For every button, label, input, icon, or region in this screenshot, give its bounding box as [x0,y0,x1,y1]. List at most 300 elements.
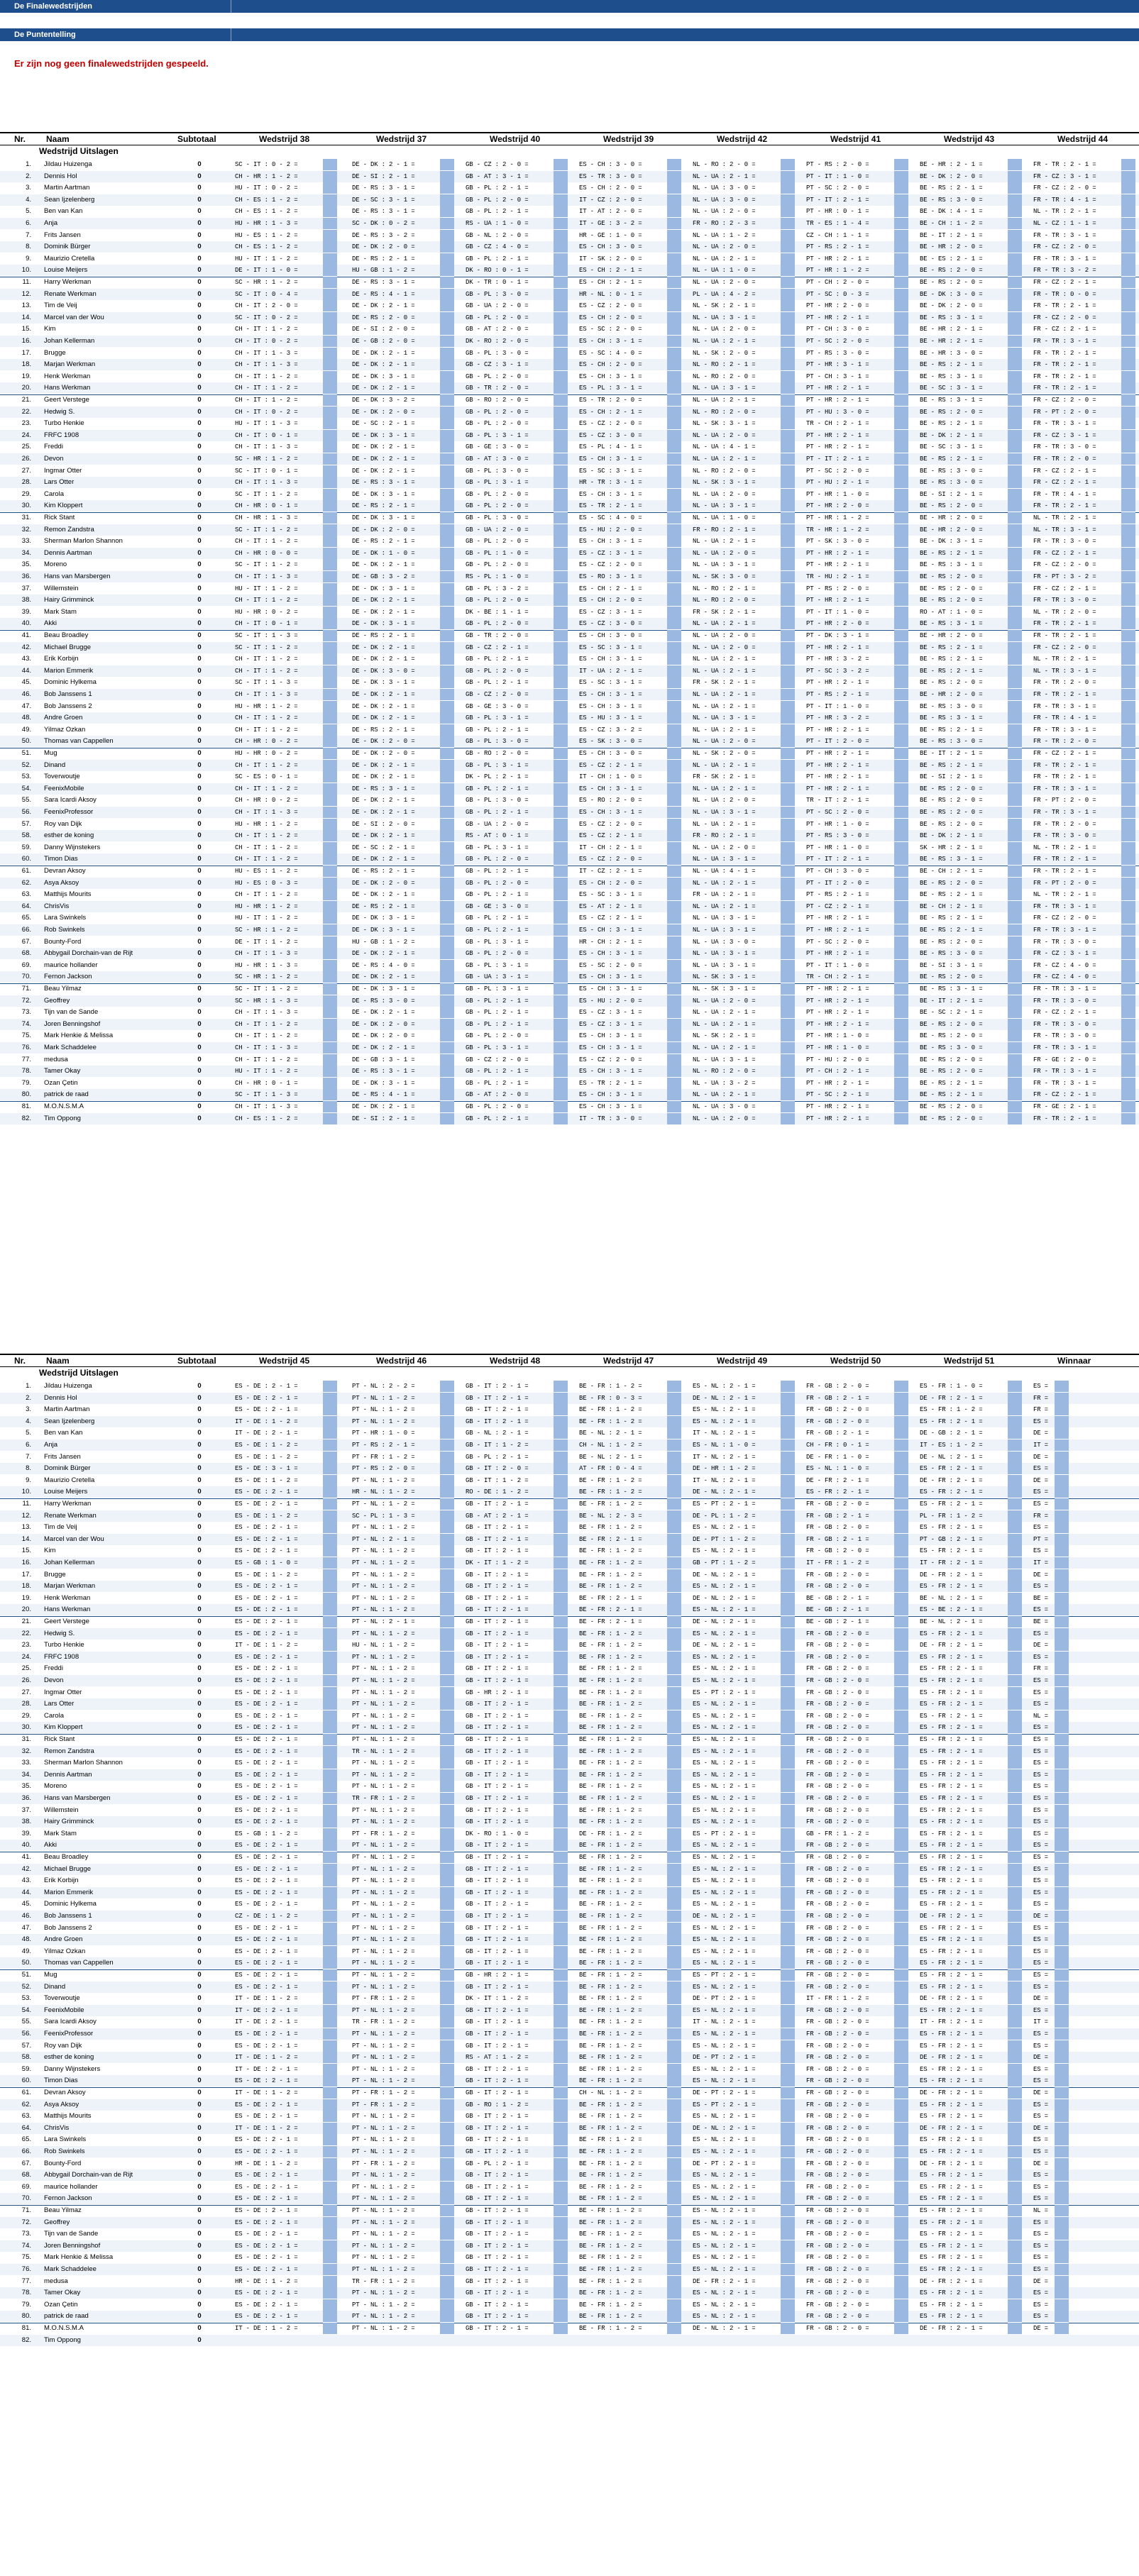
points-cell [323,559,337,570]
match-prediction-cell: ES - DE : 1 - 2 = [235,1442,298,1449]
points-cell [554,536,568,547]
match-prediction-cell: GB - AT : 3 - 0 = [466,455,529,463]
match-prediction-cell: ES - NL : 2 - 1 = [693,1547,756,1555]
row-number: 29. [21,490,31,498]
points-cell [894,771,908,783]
points-cell [554,2087,568,2099]
points-cell [667,1981,681,1993]
match-prediction-cell: ES - CZ : 3 - 1 = [579,608,642,616]
points-cell [1008,653,1022,665]
match-prediction-cell: DK - BE : 1 - 1 = [466,608,529,616]
match-prediction-cell: DE - FR : 2 - 1 = [920,2325,983,2332]
table-row [0,1007,1139,1018]
points-cell [781,2134,795,2145]
match-prediction-cell: ES - DE : 2 - 1 = [235,1889,298,1896]
match-prediction-cell: BE - FR : 1 - 2 = [579,1854,642,1861]
match-prediction-cell: ES - FR : 2 - 1 = [920,2254,983,2262]
row-number: 65. [21,914,31,922]
points-cell [1055,1522,1069,1533]
match-prediction-cell: FR - CZ : 2 - 0 = [1033,184,1096,192]
row-number: 38. [21,596,31,604]
table-row [0,1781,1139,1792]
match-prediction-cell: DE - RS : 4 - 0 = [352,961,415,969]
points-cell [323,489,337,500]
points-cell [1055,2005,1069,2016]
participant-name: Maurizio Cretella [44,254,95,262]
match-prediction-cell: FR - GB : 2 - 0 = [806,1642,869,1649]
match-prediction-cell: DE - RS : 2 - 1 = [352,538,415,546]
points-cell [1121,665,1135,677]
points-cell [781,1934,795,1945]
row-number: 63. [21,890,31,899]
points-cell [323,960,337,971]
match-prediction-cell: FR - GB : 2 - 0 = [806,2148,869,2155]
row-number: 35. [21,560,31,569]
match-prediction-cell: ES - FR : 2 - 1 = [920,2183,983,2191]
match-prediction-cell: ES - DE : 2 - 1 = [235,1701,298,1708]
row-number: 27. [21,1688,31,1696]
match-prediction-cell: GB - PL : 2 - 0 = [466,314,529,321]
points-cell [1121,324,1135,335]
table-row [0,206,1139,217]
match-prediction-cell: GB - AT : 2 - 1 = [466,1512,529,1520]
points-cell [894,277,908,288]
subtotal-value: 0 [197,1652,202,1661]
match-prediction-cell: BE - FR : 1 - 2 = [579,1806,642,1814]
match-prediction-cell: PT - FR : 1 - 2 = [352,2160,415,2167]
match-prediction-cell: BE - RS : 2 - 0 = [920,797,983,805]
match-prediction-cell: CH - IT : 0 - 2 = [235,408,298,416]
subtotal-value: 0 [197,278,202,286]
points-cell [1055,2276,1069,2287]
match-prediction-cell: PT - SC : 0 - 3 = [806,290,869,298]
match-prediction-cell: TR - FR : 1 - 2 = [352,2018,415,2026]
subtotal-value: 0 [197,348,202,357]
match-prediction-cell: PT - NL : 1 - 2 = [352,2136,415,2144]
subtotal-value: 0 [197,396,202,404]
match-prediction-cell: GB - IT : 2 - 1 = [466,2172,529,2179]
table-row [0,465,1139,477]
points-cell [667,924,681,936]
points-cell [894,1463,908,1474]
subtotal-value: 0 [197,1488,202,1496]
points-cell [1008,1078,1022,1089]
points-cell [323,1981,337,1993]
match-prediction-cell: NL - UA : 4 - 1 = [693,443,756,451]
match-prediction-cell: BE - FR : 1 - 2 = [579,1736,642,1743]
row-number: 74. [21,1019,31,1028]
match-prediction-cell: PT - NL : 1 - 2 = [352,2113,415,2121]
match-prediction-cell: NL - SK : 2 - 0 = [693,349,756,357]
match-prediction-cell: NL - RO : 2 - 0 = [693,467,756,475]
row-number: 17. [21,348,31,357]
match-prediction-cell: NL - RO : 2 - 1 = [693,585,756,592]
subtotal-value: 0 [197,607,202,616]
match-prediction-cell: ES - CH : 3 - 1 = [579,338,642,345]
match-prediction-cell: BE - IT : 2 - 1 = [920,231,983,239]
match-prediction-cell: GB - IT : 2 - 1 = [466,1795,529,1802]
points-cell [1008,359,1022,370]
points-cell [667,1078,681,1089]
table-row [0,182,1139,194]
points-cell [1008,441,1022,453]
match-prediction-cell: GB - IT : 2 - 1 = [466,2018,529,2026]
match-prediction-cell: HR - NL : 1 - 2 = [352,1488,415,1496]
subtotal-value: 0 [197,548,202,557]
match-prediction-cell: IT - NL : 2 - 1 = [693,1453,756,1461]
points-cell [1008,1934,1022,1945]
table-row [0,1675,1139,1686]
match-prediction-cell: DE - DK : 2 - 1 = [352,1044,415,1051]
points-cell [1008,1416,1022,1427]
points-cell [323,1101,337,1112]
points-cell [1055,2228,1069,2240]
points-cell [440,1042,454,1054]
match-prediction-cell: ES - FR : 2 - 1 = [920,2172,983,2179]
points-cell [781,2005,795,2016]
points-cell [1055,1781,1069,1792]
match-prediction-cell: FR - GB : 2 - 0 = [806,1795,869,1802]
row-number: 53. [21,1994,31,2003]
match-prediction-cell: PT - HR : 2 - 1 = [806,1079,869,1087]
match-prediction-cell: RS - PL : 1 - 0 = [466,573,529,580]
points-cell [667,324,681,335]
points-cell [781,866,795,877]
row-number: 34. [21,1770,31,1779]
match-prediction-cell: DE - DK : 2 - 1 = [352,561,415,569]
points-cell [667,2052,681,2063]
match-prediction-cell: FR - TR : 0 - 0 = [1033,290,1096,298]
subtotal-value: 0 [197,313,202,321]
match-prediction-cell: ES - CH : 2 - 1 = [579,408,642,416]
row-number: 82. [21,2335,31,2344]
match-prediction-cell: CH - IT : 1 - 2 = [235,538,298,546]
match-prediction-cell: DK - RO : 1 - 0 = [466,1830,529,1837]
match-prediction-cell: FR - GB : 2 - 0 = [806,2077,869,2085]
subtotal-value: 0 [197,714,202,722]
match-prediction-cell: TR - NL : 1 - 2 = [352,1747,415,1755]
match-prediction-cell: ES - FR : 2 - 1 = [920,1972,983,1979]
match-prediction-cell: FR - GB : 2 - 0 = [806,1547,869,1555]
points-cell [440,2016,454,2028]
points-cell [894,1981,908,1993]
points-cell [554,712,568,724]
match-prediction-cell: ES = [1033,1688,1048,1696]
match-prediction-cell: GB - IT : 2 - 1 = [466,1583,529,1591]
points-cell [1055,1475,1069,1486]
match-prediction-cell: ES - CZ : 2 - 0 = [579,561,642,569]
table-row [0,866,1139,877]
match-prediction-cell: ES - SC : 2 - 0 = [579,326,642,333]
match-prediction-cell: BE - RS : 3 - 1 = [920,985,983,993]
match-prediction-cell: GB - IT : 2 - 1 = [466,1936,529,1944]
row-number: 58. [21,831,31,840]
match-prediction-cell: ES - FR : 2 - 1 = [920,1677,983,1684]
match-prediction-cell: PT - HR : 2 - 0 = [806,502,869,510]
subtotal-value: 0 [197,1711,202,1720]
points-cell [440,206,454,217]
match-prediction-cell: ES - NL : 2 - 1 = [693,1630,756,1637]
header-match: Wedstrijd 48 [490,1356,541,1366]
match-prediction-cell: BE - IT : 2 - 1 = [920,750,983,757]
match-prediction-cell: FR - TR : 3 - 1 = [1033,785,1096,792]
match-prediction-cell: BE - CH : 2 - 1 = [920,868,983,875]
match-prediction-cell: GB - PL : 3 - 1 = [466,714,529,722]
subtotal-value: 0 [197,1900,202,1908]
points-cell [1008,1404,1022,1415]
match-prediction-cell: ES = [1033,1972,1048,1979]
points-cell [781,2264,795,2275]
match-prediction-cell: ES - FR : 2 - 1 = [920,1889,983,1896]
points-cell [781,194,795,206]
points-cell [781,1545,795,1557]
points-cell [440,312,454,324]
match-prediction-cell: BE - FR : 1 - 2 = [579,1488,642,1496]
points-cell [781,2299,795,2311]
match-prediction-cell: ES - DE : 2 - 1 = [235,1677,298,1684]
points-cell [554,2299,568,2311]
points-cell [440,1557,454,1569]
match-prediction-cell: ES - NL : 2 - 1 = [693,1677,756,1684]
match-prediction-cell: ES - CH : 3 - 1 = [579,538,642,546]
match-prediction-cell: ES - CZ : 2 - 0 = [579,420,642,428]
points-cell [1008,1498,1022,1510]
points-cell [667,1616,681,1627]
match-prediction-cell: ES - NL : 2 - 1 = [693,1818,756,1826]
points-cell [1055,2134,1069,2145]
points-cell [781,1816,795,1828]
participant-name: Dominik Bürger [44,1464,91,1473]
participant-name: ChrisVis [44,902,70,910]
points-cell [554,348,568,359]
match-prediction-cell: BE - FR : 1 - 2 = [579,1771,642,1779]
match-prediction-cell: GB - IT : 2 - 1 = [466,1653,529,1661]
points-cell [440,1981,454,1993]
participant-name: Timon Dias [44,855,78,863]
table-row [0,936,1139,948]
points-cell [1055,1416,1069,1427]
match-prediction-cell: CH - HR : 1 - 3 = [235,514,298,521]
match-prediction-cell: FR - GB : 2 - 0 = [806,2065,869,2073]
match-prediction-cell: ES - DE : 2 - 1 = [235,1394,298,1402]
match-prediction-cell: ES = [1033,1736,1048,1743]
match-prediction-cell: FR - GB : 2 - 0 = [806,1818,869,1826]
match-prediction-cell: GB - IT : 2 - 1 = [466,1677,529,1684]
points-cell [894,1852,908,1863]
header-nr: Nr. [14,134,26,144]
match-prediction-cell: GB - PL : 2 - 1 = [466,255,529,262]
match-prediction-cell: HU - ES : 0 - 3 = [235,879,298,887]
points-cell [1008,1875,1022,1886]
match-prediction-cell: ES - DE : 2 - 1 = [235,2207,298,2214]
match-prediction-cell: DE - PT : 2 - 1 = [693,1995,756,2003]
points-cell [1008,300,1022,311]
points-cell [554,2169,568,2181]
points-cell [323,289,337,300]
match-prediction-cell: BE - FR : 1 - 2 = [579,1759,642,1767]
match-prediction-cell: GB - IT : 1 - 2 = [466,1442,529,1449]
match-prediction-cell: BE - RS : 2 - 1 = [920,761,983,769]
points-cell [440,736,454,747]
participant-name: ChrisVis [44,2123,70,2132]
points-cell [554,159,568,170]
match-prediction-cell: DE - DK : 2 - 1 = [352,385,415,392]
match-prediction-cell: BE - RS : 2 - 1 = [920,667,983,675]
match-prediction-cell: FR - TR : 2 - 1 = [1033,868,1096,875]
table-row [0,1793,1139,1804]
points-cell [440,359,454,370]
points-cell [1008,677,1022,688]
match-prediction-cell: ES = [1033,1547,1048,1555]
points-cell [440,1545,454,1557]
row-number: 14. [21,1535,31,1543]
points-cell [1055,1381,1069,1392]
match-prediction-cell: SC - HR : 1 - 2 = [235,927,298,934]
table-row [0,1911,1139,1922]
points-cell [667,2287,681,2299]
match-prediction-cell: ES - NL : 2 - 1 = [693,2148,756,2155]
points-cell [1008,407,1022,418]
match-prediction-cell: DE - DK : 2 - 1 = [352,891,415,899]
points-cell [781,842,795,853]
match-prediction-cell: DE - FR : 2 - 1 = [920,1642,983,1649]
match-prediction-cell: DE - NL : 2 - 1 = [693,1488,756,1496]
match-prediction-cell: ES = [1033,2242,1048,2250]
points-cell [440,1957,454,1969]
points-cell [1008,230,1022,241]
match-prediction-cell: BE - RS : 2 - 0 = [920,573,983,580]
match-prediction-cell: GB - AT : 3 - 1 = [466,172,529,180]
subtotal-value: 0 [197,243,202,251]
points-cell [1008,1710,1022,1722]
points-cell [323,2099,337,2111]
points-cell [667,2158,681,2169]
row-number: 11. [22,278,31,286]
points-cell [1055,1722,1069,1733]
subtotal-value: 0 [197,1782,202,1791]
points-cell [440,1113,454,1124]
points-cell [323,430,337,441]
match-prediction-cell: BE - RS : 2 - 0 = [920,597,983,604]
points-cell [894,807,908,818]
match-prediction-cell: BE - SI : 2 - 1 = [920,490,983,498]
points-cell [1121,960,1135,971]
points-cell [323,866,337,877]
match-prediction-cell: DE - IT : 1 - 2 = [235,938,298,946]
match-prediction-cell: DE - NL : 2 - 1 = [693,2124,756,2132]
match-prediction-cell: BE - RS : 2 - 1 = [920,914,983,922]
row-number: 77. [21,2277,31,2285]
points-cell [781,889,795,900]
match-prediction-cell: BE - NL : 2 - 1 = [920,1594,983,1602]
match-prediction-cell: RO - DE : 1 - 2 = [466,1488,529,1496]
match-prediction-cell: ES - PT : 2 - 1 = [693,2101,756,2108]
points-cell [323,583,337,595]
points-cell [554,2040,568,2052]
match-prediction-cell: ES - NL : 2 - 1 = [693,1901,756,1908]
match-prediction-cell: PT - SC : 2 - 0 = [806,184,869,192]
points-cell [894,1934,908,1945]
points-cell [894,2252,908,2263]
points-cell [667,1864,681,1875]
points-cell [440,1946,454,1957]
points-cell [440,1734,454,1745]
match-prediction-cell: GB - CZ : 2 - 1 = [466,643,529,651]
points-cell [1121,336,1135,347]
match-prediction-cell: DE - SC : 3 - 1 = [352,196,415,204]
subtotal-value: 0 [197,1947,202,1955]
match-prediction-cell: NL - TR : 2 - 0 = [1033,608,1096,616]
match-prediction-cell: FR - SK : 2 - 1 = [693,773,756,781]
match-prediction-cell: GB - PL : 2 - 0 = [466,538,529,546]
points-cell [554,583,568,595]
participant-name: Joren Benningshof [44,1019,101,1028]
points-cell [894,712,908,724]
row-number: 48. [21,714,31,722]
points-cell [1008,595,1022,606]
match-prediction-cell: BE - GB : 2 - 1 = [806,1618,869,1625]
points-cell [323,1439,337,1451]
match-prediction-cell: FR = [1033,1512,1048,1520]
match-prediction-cell: NL - UA : 2 - 1 = [693,455,756,463]
match-prediction-cell: GB - IT : 2 - 1 = [466,1406,529,1414]
match-prediction-cell: GB - IT : 2 - 1 = [466,2301,529,2309]
match-prediction-cell: IT - DE : 1 - 2 = [235,2124,298,2132]
points-cell [1121,653,1135,665]
points-cell [1008,512,1022,524]
match-prediction-cell: GB - IT : 2 - 1 = [466,2089,529,2096]
points-cell [1121,618,1135,629]
points-cell [1055,2182,1069,2193]
table-row [0,1757,1139,1769]
participant-name: FRFC 1908 [44,431,79,439]
match-prediction-cell: DE - NL : 2 - 1 = [693,1913,756,1920]
subtotal-value: 0 [197,1618,202,1625]
match-prediction-cell: BE - FR : 1 - 2 = [579,2195,642,2203]
points-cell [323,548,337,559]
points-cell [667,607,681,618]
points-cell [781,1840,795,1851]
points-cell [1121,689,1135,700]
match-prediction-cell: FR - CZ : 2 - 0 = [1033,643,1096,651]
participant-name: Abbygail Dorchain-van de Rijt [44,2171,133,2179]
row-number: 53. [21,773,31,781]
row-number: 44. [21,666,31,675]
points-cell [1121,1030,1135,1041]
match-prediction-cell: PT - FR : 1 - 2 = [352,1995,415,2003]
points-cell [781,971,795,983]
points-cell [440,712,454,724]
row-number: 29. [21,1711,31,1720]
match-prediction-cell: BE - FR : 1 - 2 = [579,2101,642,2108]
match-prediction-cell: BE - RS : 2 - 0 = [920,1032,983,1040]
points-cell [1008,2099,1022,2111]
match-prediction-cell: PT - RS : 2 - 0 = [352,1465,415,1473]
match-prediction-cell: CZ - CH : 1 - 1 = [806,231,869,239]
match-prediction-cell: FR - CZ : 2 - 0 = [1033,397,1096,404]
table-row [0,407,1139,418]
points-cell [781,760,795,771]
points-cell [894,595,908,606]
match-prediction-cell: BE - FR : 1 - 2 = [579,1877,642,1885]
subtotal-value: 0 [197,325,202,333]
table-row [0,500,1139,512]
table-row [0,512,1139,524]
match-prediction-cell: IT - DE : 1 - 2 = [235,1995,298,2003]
points-cell [554,241,568,253]
match-prediction-cell: ES - DE : 2 - 1 = [235,2030,298,2038]
points-cell [894,736,908,747]
